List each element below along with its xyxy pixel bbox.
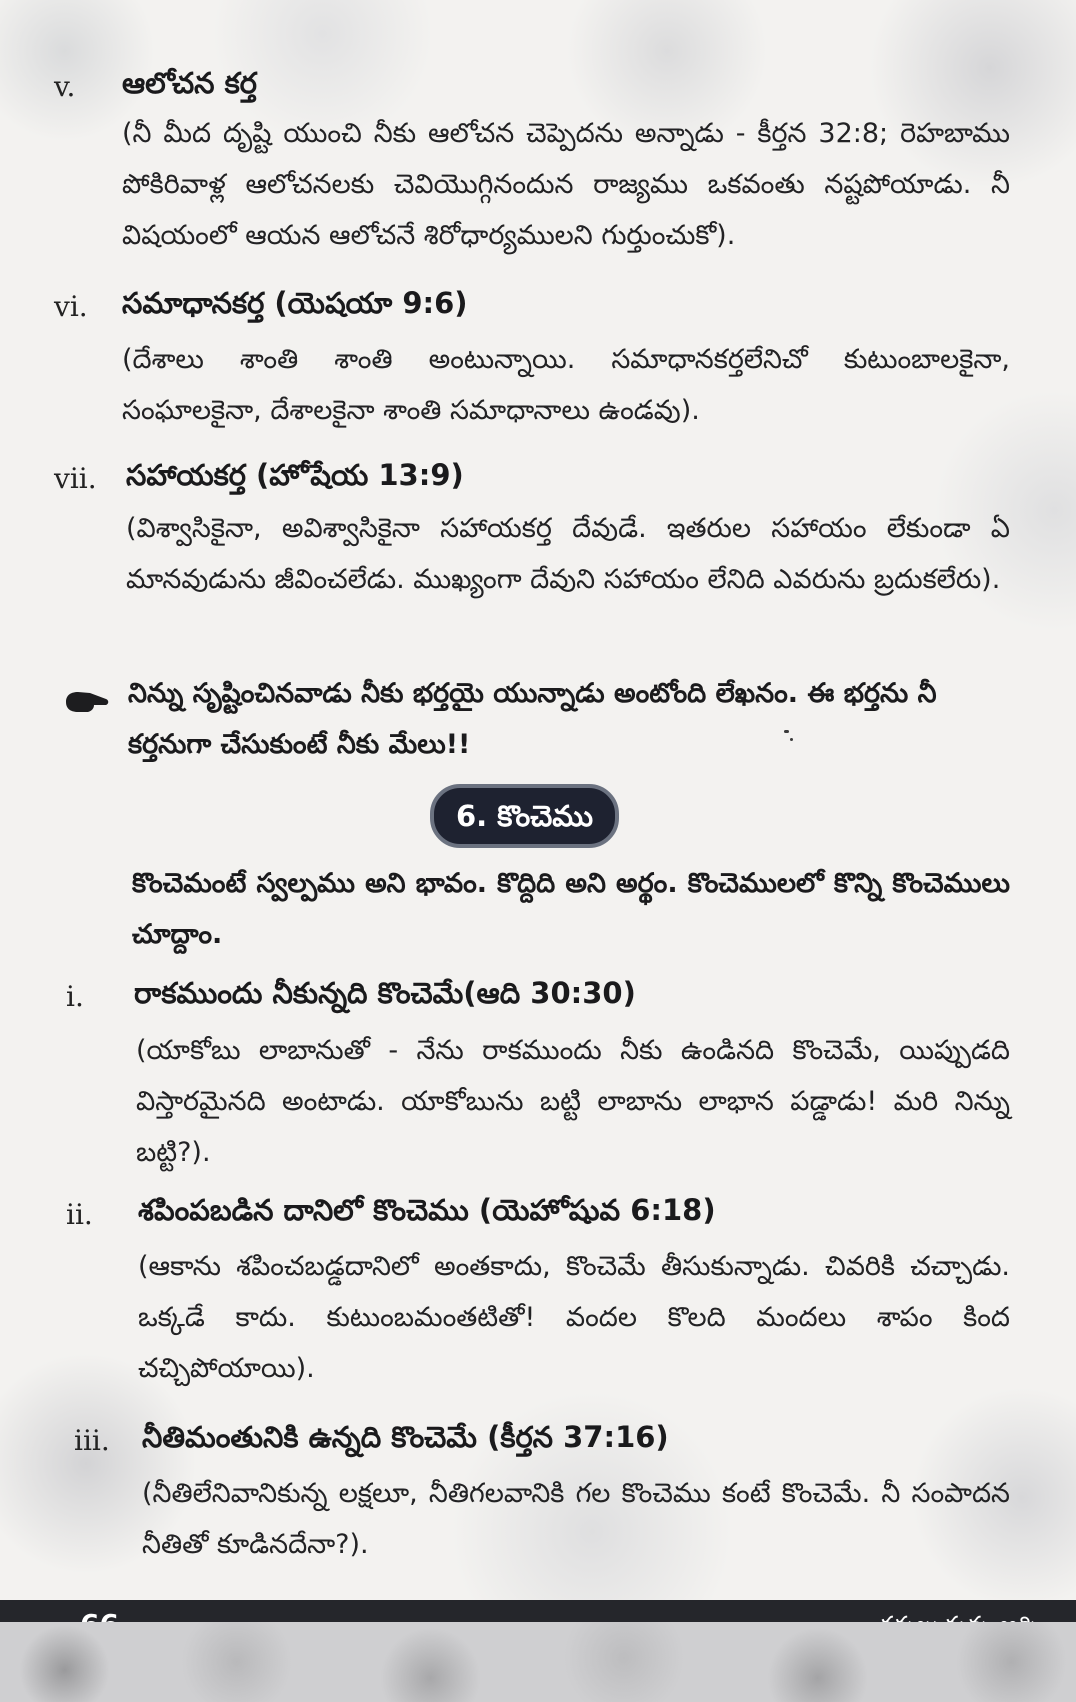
entry-heading: సహాయకర్త (హోషేయ 13:9)	[126, 458, 464, 492]
entry-body: (విశ్వాసికైనా, అవిశ్వాసికైనా సహాయకర్త దేవుడే. ఇతరుల సహాయం లేకుండా ఏ మానవుడును జీవించలేడు. ముఖ్యంగా దేవుని సహాయం లేనిది ఎవరును బ్రదుకలేరు).	[126, 513, 1010, 595]
entry-body: (నీతిలేనివానికున్న లక్షలూ, నీతిగలవానికి గల కొంచెము కంటే కొంచెమే. నీ సంపాదన నీతితో కూడినదేనా?).	[142, 1478, 1010, 1560]
entry-numeral: vii.	[54, 462, 97, 495]
entry-heading: నీతిమంతునికి ఉన్నది కొంచెమే (కీర్తన 37:16)	[142, 1420, 669, 1454]
entry-body: (నీ మీద దృష్టి యుంచి నీకు ఆలోచన చెప్పెదను అన్నాడు - కీర్తన 32:8; రెహబాము పోకిరివాళ్ల ఆలోచనలకు చెవియొగ్గినందున రాజ్యము ఒకవంతు నష్టపోయాడు. నీ విషయంలో ఆయన ఆలోచనే శిరోధార్యములని గుర్తుంచుకో).	[122, 118, 1010, 251]
pointing-hand-icon	[64, 688, 110, 716]
entry-numeral: ii.	[66, 1198, 93, 1231]
entry-body: (ఆకాను శపించబడ్డదానిలో అంతకాదు, కొంచెమే తీసుకున్నాడు. చివరికి చచ్చాడు. ఒక్కడే కాదు. కుటుంబమంతటితో! వందల కొలది మందలు శాపం కింద చచ్చిపోయాయి).	[138, 1251, 1010, 1384]
bottom-floral-border	[0, 1622, 1076, 1702]
entry-heading: రాకముందు నీకున్నది కొంచెమే(ఆది 30:30)	[134, 976, 636, 1010]
entry-numeral: v.	[54, 70, 76, 103]
entry-numeral: vi.	[54, 290, 88, 323]
entry-heading: సమాధానకర్త (యెషయా 9:6)	[122, 286, 468, 320]
print-speck	[784, 730, 789, 733]
entry-body: (దేశాలు శాంతి శాంతి అంటున్నాయి. సమాధానకర్తలేనిచో కుటుంబాలకైనా, సంఘాలకైనా, దేశాలకైనా శాంతి సమాధానాలు ఉండవు).	[122, 344, 1010, 426]
entry-numeral: iii.	[74, 1424, 110, 1457]
entry-heading: ఆలోచన కర్త	[122, 66, 257, 100]
entry-heading: శపింపబడిన దానిలో కొంచెము (యెహోషువ 6:18)	[138, 1193, 716, 1227]
pointer-note-text: నిన్ను సృష్టించినవాడు నీకు భర్తయై యున్నాడు అంటోంది లేఖనం. ఈ భర్తను నీ కర్తనుగా చేసుకుంటే నీకు మేలు!!	[128, 678, 937, 760]
print-speck	[790, 738, 793, 741]
section-intro: కొంచెమంటే స్వల్పము అని భావం. కొద్దిది అని అర్థం. కొంచెములలో కొన్ని కొంచెములు చూద్దాం.	[132, 868, 1010, 950]
section-title-badge: 6. కొంచెము	[430, 784, 619, 848]
entry-body: (యాకోబు లాబానుతో - నేను రాకముందు నీకు ఉండినది కొంచెమే, యిప్పుడది విస్తారమైనది అంటాడు. యాకోబును బట్టి లాబాను లాభాన పడ్డాడు! మరి నిన్ను బట్టి?).	[136, 1035, 1010, 1168]
entry-numeral: i.	[66, 980, 84, 1013]
